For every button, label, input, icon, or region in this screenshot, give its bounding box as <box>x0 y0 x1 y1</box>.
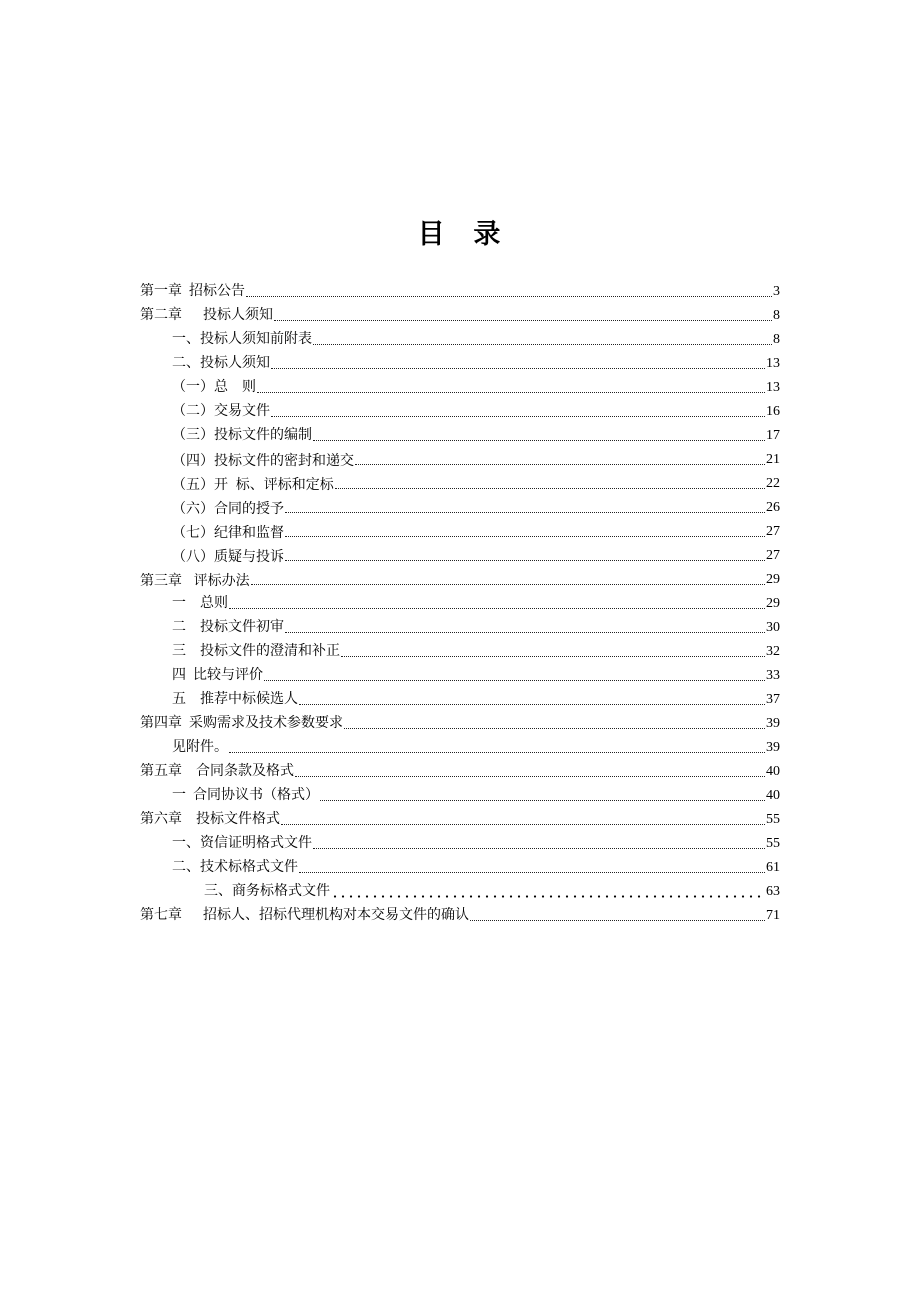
toc-entry-label: 一、资信证明格式文件 <box>172 836 312 851</box>
toc-entry <box>140 760 780 784</box>
toc-entry <box>140 568 780 592</box>
toc-entry <box>204 880 780 904</box>
dot-leader <box>229 608 765 609</box>
toc-entry <box>172 544 780 568</box>
dot-leader <box>281 824 765 825</box>
page-title: 目 录 <box>417 219 503 249</box>
toc-entry-label: 五 推荐中标候选人 <box>172 692 298 707</box>
toc-entry-label: 一 合同协议书（格式） <box>172 788 319 803</box>
toc-entry-page: 71 <box>766 908 780 923</box>
toc-entry <box>172 520 780 544</box>
toc-entry-label: 二、投标人须知 <box>172 356 270 371</box>
toc-entry <box>172 400 780 424</box>
toc-entry-label: （五）开 标、评标和定标 <box>172 476 334 492</box>
toc-entry <box>140 904 780 928</box>
toc-entry <box>172 784 780 808</box>
toc-entry <box>172 472 780 496</box>
toc-entry <box>172 616 780 640</box>
toc-entry-page: 40 <box>766 764 780 779</box>
toc-entry-page: 29 <box>766 572 780 587</box>
dot-leader <box>313 848 765 849</box>
toc-entry <box>140 304 780 328</box>
toc-entry-page: 26 <box>766 500 780 515</box>
toc-entry-page: 8 <box>773 308 780 323</box>
dot-leader <box>313 344 772 345</box>
toc-entry-label: 第二章 投标人须知 <box>140 308 273 323</box>
toc-entry-page: 55 <box>766 812 780 827</box>
toc-entry-label: 第七章 招标人、招标代理机构对本交易文件的确认 <box>140 908 469 923</box>
toc-entry-label: 第四章 采购需求及技术参数要求 <box>140 716 343 731</box>
dot-leader <box>344 728 765 729</box>
toc-entry-label: 第六章 投标文件格式 <box>140 812 280 827</box>
dot-leader <box>285 632 765 633</box>
dot-leader <box>264 680 765 681</box>
toc-entry-page: 13 <box>766 380 780 395</box>
toc-entry-page: 29 <box>766 596 780 611</box>
toc-entry-page: 17 <box>766 428 780 443</box>
toc-entry-label: （六）合同的授予 <box>172 500 284 516</box>
toc-entry-label: （二）交易文件 <box>172 404 270 419</box>
toc-entry <box>172 448 780 472</box>
dot-leader <box>246 296 772 297</box>
dot-leader <box>285 536 765 537</box>
dot-leader <box>299 704 765 705</box>
dot-leader <box>341 656 765 657</box>
toc-entry-label: （七）纪律和监督 <box>172 524 284 540</box>
toc-entry <box>172 328 780 352</box>
toc-entry-page: 13 <box>766 356 780 371</box>
dot-leader <box>251 584 765 585</box>
toc-entry-label: 一、投标人须知前附表 <box>172 332 312 347</box>
dot-leader <box>271 416 765 417</box>
toc-entry-page: 21 <box>766 452 780 467</box>
toc-entry-page: 33 <box>766 668 780 683</box>
toc-entry-page: 32 <box>766 644 780 659</box>
toc-entry-label: 第一章 招标公告 <box>140 284 245 299</box>
toc-entry-page: 22 <box>766 476 780 491</box>
toc-entry-label: 一 总则 <box>172 596 228 611</box>
toc-entry-label: 三、商务标格式文件 <box>204 884 330 899</box>
toc-entry-page: 55 <box>766 836 780 851</box>
dot-leader <box>285 512 765 513</box>
toc-entry <box>140 712 780 736</box>
toc-entry-label: 见附件。 <box>172 740 228 755</box>
toc-entry <box>172 688 780 712</box>
toc-entry-page: 3 <box>773 284 780 299</box>
dot-leader <box>313 440 765 441</box>
toc-entry-label: （八）质疑与投诉 <box>172 548 284 564</box>
toc-entry <box>140 280 780 304</box>
toc-entry-page: 63 <box>766 884 780 899</box>
dot-leader <box>274 320 772 321</box>
toc-entry-label: 第三章 评标办法 <box>140 572 250 588</box>
toc-entry-page: 40 <box>766 788 780 803</box>
toc-entry-label: 二 投标文件初审 <box>172 620 284 635</box>
dot-leader <box>295 776 765 777</box>
toc-entry-label: 四 比较与评价 <box>172 668 263 683</box>
toc-entry-page: 8 <box>773 332 780 347</box>
toc-entry-label: （四）投标文件的密封和递交 <box>172 452 354 468</box>
toc-entry <box>172 736 780 760</box>
toc-entry <box>172 664 780 688</box>
dot-leader <box>271 368 765 369</box>
dot-leader <box>299 872 765 873</box>
toc-entry <box>172 352 780 376</box>
toc-entry <box>172 856 780 880</box>
toc-entry-label: 二、技术标格式文件 <box>172 860 298 875</box>
dot-leader <box>285 560 765 561</box>
toc-entry-label: 三 投标文件的澄清和补正 <box>172 644 340 659</box>
toc-entry-label: （三）投标文件的编制 <box>172 428 312 443</box>
toc-entry-label: 第五章 合同条款及格式 <box>140 764 294 779</box>
table-of-contents <box>0 280 920 928</box>
dot-leader <box>257 392 765 393</box>
dot-leader <box>470 920 765 921</box>
toc-entry-page: 27 <box>766 524 780 539</box>
dot-leader <box>331 895 765 898</box>
toc-entry-page: 37 <box>766 692 780 707</box>
toc-entry <box>172 496 780 520</box>
toc-entry-page: 30 <box>766 620 780 635</box>
toc-entry-page: 39 <box>766 740 780 755</box>
toc-entry-page: 39 <box>766 716 780 731</box>
toc-entry-label: （一）总 则 <box>172 380 256 395</box>
toc-entry-page: 16 <box>766 404 780 419</box>
dot-leader <box>320 800 765 801</box>
toc-entry-page: 61 <box>766 860 780 875</box>
toc-entry-page: 27 <box>766 548 780 563</box>
dot-leader <box>229 752 765 753</box>
toc-entry <box>172 592 780 616</box>
toc-entry <box>140 808 780 832</box>
toc-entry <box>172 376 780 400</box>
dot-leader <box>335 488 765 489</box>
dot-leader <box>355 464 765 465</box>
toc-entry <box>172 640 780 664</box>
toc-entry <box>172 832 780 856</box>
toc-entry <box>172 424 780 448</box>
